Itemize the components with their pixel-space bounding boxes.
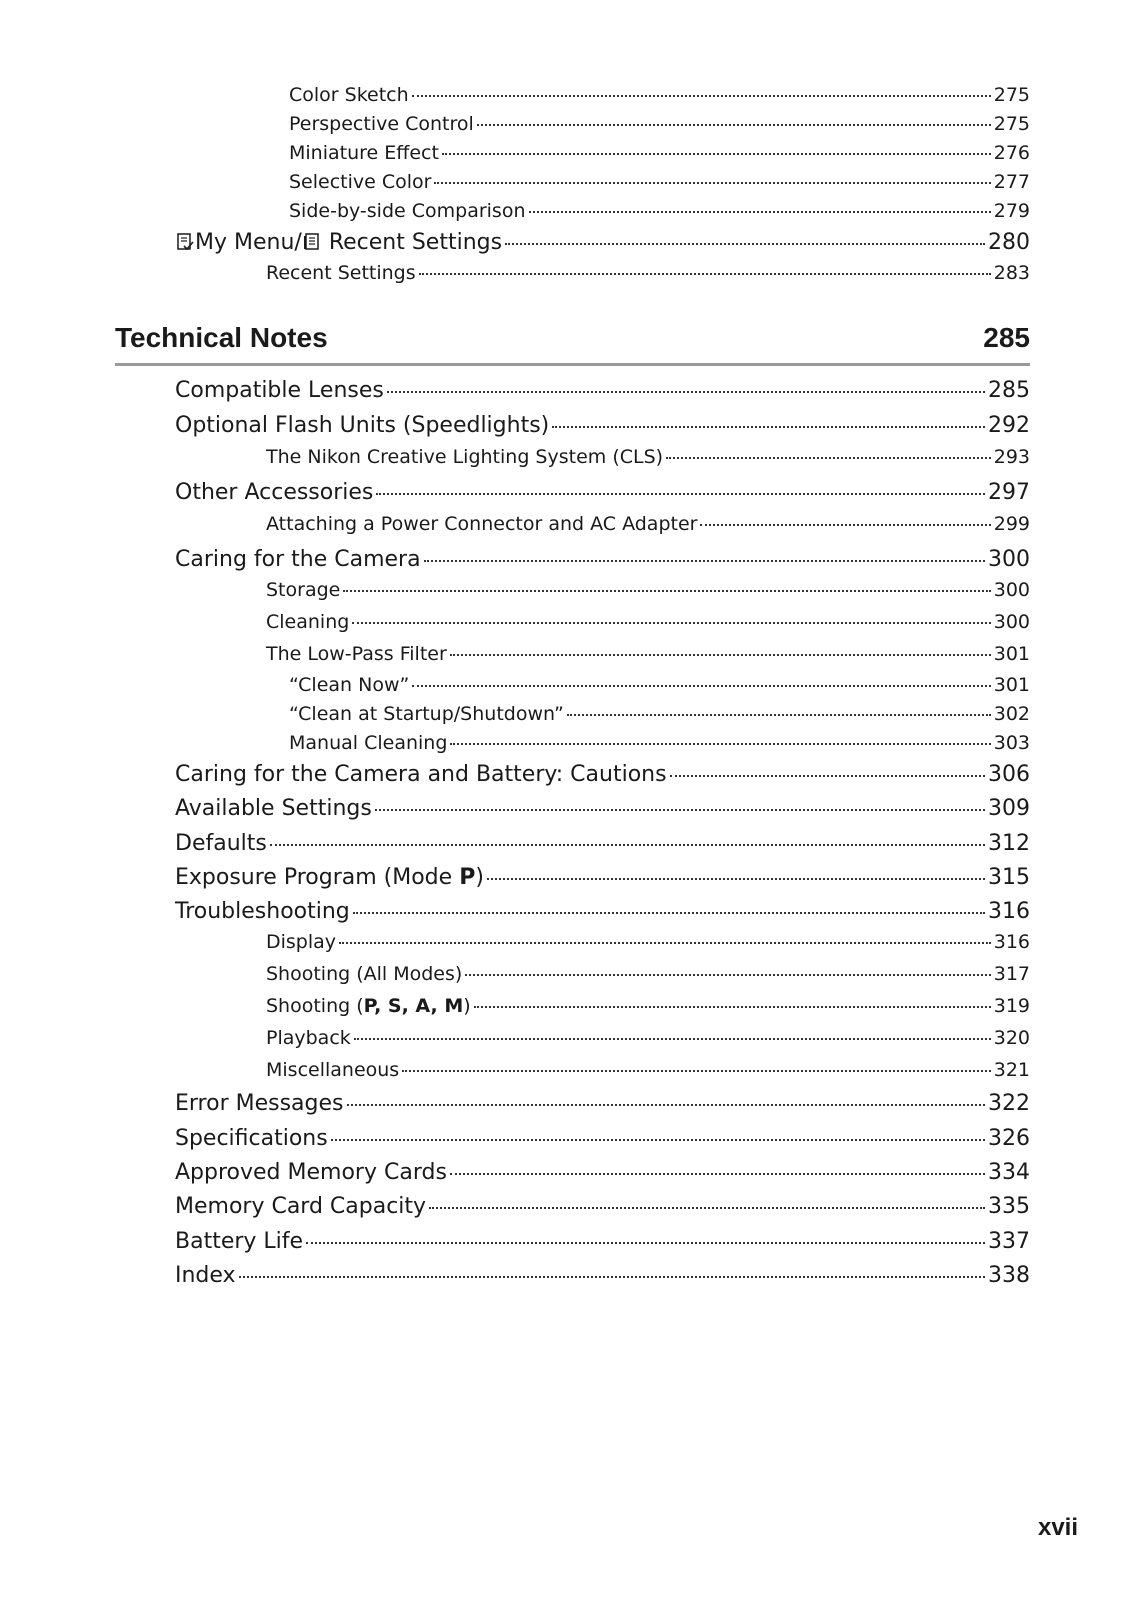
label-text: Shooting (: [266, 995, 364, 1017]
my-menu-icon: [175, 232, 195, 252]
toc-entry-label: [175, 230, 502, 255]
toc-entry-label: Display: [266, 931, 337, 953]
dot-leader: [352, 622, 990, 624]
toc-entry-page: 292: [988, 413, 1030, 438]
toc-entry-page: 338: [988, 1263, 1030, 1288]
toc-entry-page: 322: [988, 1091, 1030, 1116]
dot-leader: [387, 391, 985, 393]
toc-entry: [175, 1091, 1030, 1116]
toc-entry: [289, 113, 1030, 135]
toc-entry-page: 335: [988, 1194, 1030, 1219]
toc-entry-page: 301: [993, 674, 1030, 696]
dot-leader: [402, 1070, 991, 1072]
dot-leader: [429, 1207, 985, 1209]
toc-entry-page: 293: [993, 446, 1030, 468]
toc-entry-page: 320: [993, 1027, 1030, 1049]
toc-entry: [266, 1027, 1030, 1049]
toc-entry-page: 275: [993, 84, 1030, 106]
toc-entry-label: Miniature Effect: [289, 142, 439, 164]
toc-entry: [266, 446, 1030, 468]
toc-entry-page: 321: [993, 1059, 1030, 1081]
dot-leader: [666, 457, 991, 459]
toc-entry: [289, 200, 1030, 222]
toc-entry: [175, 831, 1030, 856]
toc-entry-label: The Nikon Creative Lighting System (CLS): [266, 446, 664, 468]
dot-leader: [375, 809, 985, 811]
toc-entry-page: 300: [993, 611, 1030, 633]
toc-entry-label: Attaching a Power Connector and AC Adapter: [266, 513, 698, 535]
dot-leader: [670, 775, 985, 777]
recent-settings-icon: [302, 232, 322, 252]
dot-leader: [419, 273, 991, 275]
toc-entry: [289, 142, 1030, 164]
section-heading: [115, 318, 1030, 358]
dot-leader: [487, 878, 985, 880]
toc-entry-label: Miscellaneous: [266, 1059, 400, 1081]
dot-leader: [529, 211, 991, 213]
toc-entry-label: Battery Life: [175, 1229, 304, 1254]
toc-entry: [175, 547, 1030, 572]
toc-entry: [266, 579, 1030, 601]
dot-leader: [552, 426, 985, 428]
dot-leader: [450, 1173, 985, 1175]
toc-entry-label: Side-by-side Comparison: [289, 200, 526, 222]
dot-leader: [412, 95, 991, 97]
toc-entry: [175, 1126, 1030, 1151]
toc-entry-page: 326: [988, 1126, 1030, 1151]
toc-entry: [175, 1263, 1030, 1288]
toc-entry: [266, 963, 1030, 985]
dot-leader: [353, 912, 985, 914]
toc-entry: [266, 931, 1030, 953]
recent-settings-label: Recent Settings: [328, 230, 503, 255]
dot-leader: [700, 524, 990, 526]
toc-entry: [175, 899, 1030, 924]
toc-entry: [175, 480, 1030, 505]
dot-leader: [354, 1038, 991, 1040]
toc-entry-label: Selective Color: [289, 171, 432, 193]
dot-leader: [306, 1242, 985, 1244]
toc-entry-page: 319: [993, 995, 1030, 1017]
section-page: 285: [983, 322, 1030, 353]
section-rule: [115, 363, 1030, 366]
toc-entry: [266, 611, 1030, 633]
dot-leader: [505, 243, 985, 245]
dot-leader: [474, 1006, 991, 1008]
toc-entry-page: 337: [988, 1229, 1030, 1254]
toc-entry-page: 303: [993, 732, 1030, 754]
toc-entry: [289, 703, 1030, 725]
dot-leader: [442, 153, 991, 155]
toc-entry-page: 300: [993, 579, 1030, 601]
dot-leader: [450, 654, 991, 656]
label-text: ): [475, 865, 484, 890]
dot-leader: [239, 1276, 985, 1278]
toc-entry-label: Caring for the Camera and Battery: Cautions: [175, 762, 667, 787]
toc-entry-page: 306: [988, 762, 1030, 787]
toc-entry-label: Available Settings: [175, 796, 372, 821]
toc-entry-page: 315: [988, 865, 1030, 890]
toc-entry-label: Specifications: [175, 1126, 328, 1151]
label-bold: P, S, A, M: [363, 995, 464, 1017]
toc-entry-page: 277: [993, 171, 1030, 193]
toc-entry: [266, 995, 1030, 1017]
toc-entry: [175, 1229, 1030, 1254]
dot-leader: [477, 124, 991, 126]
toc-entry-page: 280: [988, 230, 1030, 255]
toc-entry-page: 279: [993, 200, 1030, 222]
toc-entry-page: 283: [993, 262, 1030, 284]
toc-entry-page: 297: [988, 480, 1030, 505]
toc-entry-label: Defaults: [175, 831, 267, 856]
toc-entry-label: Approved Memory Cards: [175, 1160, 447, 1185]
dot-leader: [331, 1139, 985, 1141]
toc-entry-page: 275: [993, 113, 1030, 135]
toc-entry-label: Playback: [266, 1027, 351, 1049]
toc-entry: [289, 84, 1030, 106]
toc-entry-page: 309: [988, 796, 1030, 821]
label-text: ): [463, 995, 471, 1017]
toc-entry: [289, 732, 1030, 754]
toc-entry-label: Other Accessories: [175, 480, 374, 505]
dot-leader: [567, 714, 991, 716]
dot-leader: [465, 974, 990, 976]
toc-entry-page: 285: [988, 378, 1030, 403]
toc-entry: [266, 643, 1030, 665]
toc-entry: [175, 796, 1030, 821]
toc-entry-label: The Low-Pass Filter: [266, 643, 447, 665]
toc-entry-page: 276: [993, 142, 1030, 164]
label-text: Exposure Program (Mode: [175, 865, 460, 890]
toc-entry-label: Error Messages: [175, 1091, 344, 1116]
toc-entry-label: Cleaning: [266, 611, 350, 633]
toc-entry: [175, 865, 1030, 890]
toc-entry-label: “Clean Now”: [289, 674, 410, 696]
dot-leader: [412, 685, 990, 687]
toc-entry: [266, 262, 1030, 284]
toc-entry: [175, 1194, 1030, 1219]
toc-entry: [266, 513, 1030, 535]
dot-leader: [343, 590, 990, 592]
toc-entry-label: Optional Flash Units (Speedlights): [175, 413, 550, 438]
toc-entry-label: Caring for the Camera: [175, 547, 421, 572]
toc-entry-label: Recent Settings: [266, 262, 416, 284]
toc-entry: [266, 1059, 1030, 1081]
toc-entry: [175, 413, 1030, 438]
toc-entry-label: Compatible Lenses: [175, 378, 384, 403]
toc-entry-label: [175, 865, 484, 890]
toc-entry-label: “Clean at Startup/Shutdown”: [289, 703, 564, 725]
toc-entry: [175, 1160, 1030, 1185]
toc-entry-page: 312: [988, 831, 1030, 856]
dot-leader: [347, 1104, 985, 1106]
page-number: xvii: [1037, 1514, 1078, 1541]
dot-leader: [376, 493, 985, 495]
dot-leader: [450, 743, 990, 745]
label-bold: P: [459, 865, 476, 890]
toc-entry-page: 300: [988, 547, 1030, 572]
toc-entry: [175, 762, 1030, 787]
toc-entry-page: 316: [993, 931, 1030, 953]
toc-entry-label: [266, 995, 471, 1017]
toc-entry-label: Troubleshooting: [175, 899, 350, 924]
my-menu-label: My Menu/: [195, 230, 302, 255]
dot-leader: [339, 942, 991, 944]
dot-leader: [434, 182, 990, 184]
toc-entry: [289, 171, 1030, 193]
toc-entry-label: Index: [175, 1263, 236, 1288]
toc-entry-page: 334: [988, 1160, 1030, 1185]
toc-entry-page: 316: [988, 899, 1030, 924]
toc-entry: [289, 674, 1030, 696]
section-title: Technical Notes: [115, 322, 328, 353]
toc-entry-label: Storage: [266, 579, 341, 601]
toc-entry: [175, 378, 1030, 403]
toc-entry-my-menu: [175, 230, 1030, 255]
dot-leader: [424, 560, 985, 562]
toc-entry-page: 317: [993, 963, 1030, 985]
dot-leader: [270, 844, 985, 846]
toc-entry-label: Manual Cleaning: [289, 732, 448, 754]
toc-entry-label: Color Sketch: [289, 84, 409, 106]
toc-entry-page: 302: [993, 703, 1030, 725]
toc-entry-page: 299: [993, 513, 1030, 535]
toc-entry-label: Shooting (All Modes): [266, 963, 463, 985]
toc-entry-page: 301: [993, 643, 1030, 665]
toc-entry-label: Memory Card Capacity: [175, 1194, 427, 1219]
toc-entry-label: Perspective Control: [289, 113, 474, 135]
